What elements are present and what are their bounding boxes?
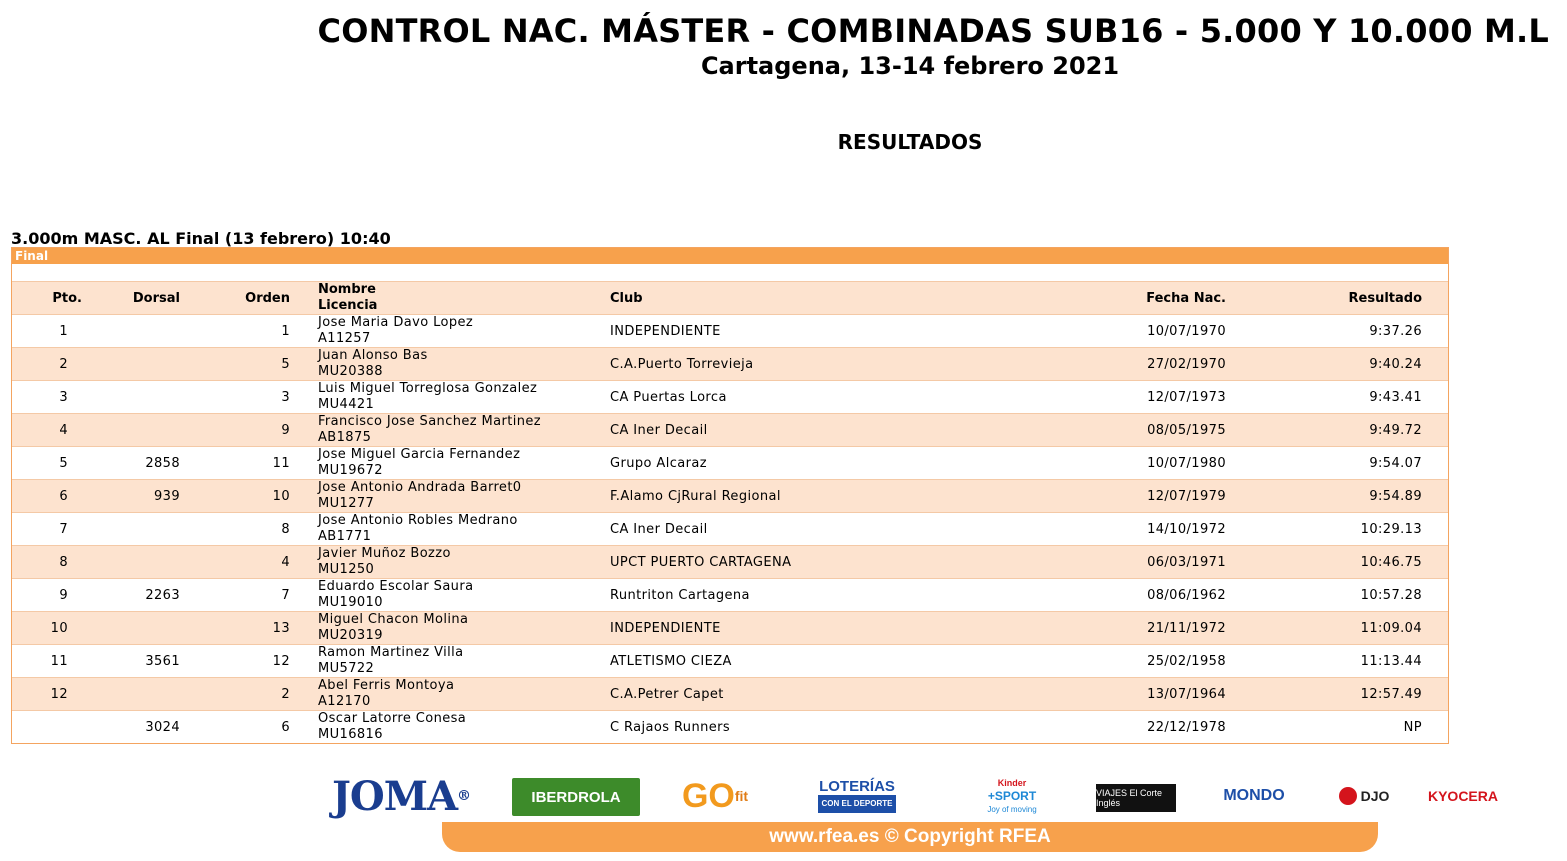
cell-pto: 10 (12, 612, 82, 645)
cell-club: F.Alamo CjRural Regional (596, 480, 1050, 513)
kinder-sport-logo[interactable] (972, 772, 1052, 820)
athlete-name: Jose Maria Davo Lopez (318, 315, 474, 330)
cell-nombre (304, 612, 596, 645)
cell-nombre (304, 447, 596, 480)
cell-resultado: 10:29.13 (1226, 513, 1448, 546)
athlete-name: Abel Ferris Montoya (318, 678, 455, 693)
athlete-license: A12170 (318, 694, 371, 709)
cell-fecha: 10/07/1970 (1050, 315, 1226, 348)
event-title: 3.000m MASC. AL Final (13 febrero) 10:40 (11, 229, 391, 248)
header-club: Club (596, 282, 1050, 315)
header-licencia-label: Licencia (318, 298, 378, 313)
kinder-main: +SPORT (987, 788, 1037, 803)
athlete-name: Juan Alonso Bas (318, 348, 428, 363)
athlete-license: A11257 (318, 331, 371, 346)
athlete-name: Luis Miguel Torreglosa Gonzalez (318, 381, 538, 396)
athlete-name: Oscar Latorre Conesa (318, 711, 467, 726)
cell-pto: 4 (12, 414, 82, 447)
loterias-logo-sub: CON EL DEPORTE (818, 795, 897, 813)
table-body (12, 315, 1448, 744)
cell-club: UPCT PUERTO CARTAGENA (596, 546, 1050, 579)
kinder-top: Kinder (997, 777, 1027, 788)
cell-orden: 6 (190, 711, 304, 744)
cell-nombre (304, 315, 596, 348)
cell-orden: 4 (190, 546, 304, 579)
cell-orden: 3 (190, 381, 304, 414)
cell-resultado: 9:37.26 (1226, 315, 1448, 348)
loterias-logo-text: LOTERÍAS (819, 778, 895, 795)
joma-logo-text: JOMA (331, 772, 458, 820)
athlete-license: MU4421 (318, 397, 375, 412)
athlete-license: AB1875 (318, 430, 372, 445)
cell-fecha: 22/12/1978 (1050, 711, 1226, 744)
cell-orden: 9 (190, 414, 304, 447)
cell-pto: 1 (12, 315, 82, 348)
gofit-logo-text: GO (681, 776, 735, 815)
cell-resultado: 10:57.28 (1226, 579, 1448, 612)
cell-resultado: 12:57.49 (1226, 678, 1448, 711)
cell-orden: 11 (190, 447, 304, 480)
cell-dorsal (82, 612, 190, 645)
athlete-name: Francisco Jose Sanchez Martinez (318, 414, 542, 429)
cell-club: ATLETISMO CIEZA (596, 645, 1050, 678)
cell-resultado: 9:54.89 (1226, 480, 1448, 513)
cell-pto: 2 (12, 348, 82, 381)
joma-logo[interactable] (330, 772, 472, 820)
table-row (12, 546, 1448, 579)
cell-nombre (304, 645, 596, 678)
table-row (12, 711, 1448, 744)
cell-fecha: 27/02/1970 (1050, 348, 1226, 381)
cell-resultado: 11:09.04 (1226, 612, 1448, 645)
cell-orden: 7 (190, 579, 304, 612)
cell-dorsal: 2858 (82, 447, 190, 480)
header-dorsal: Dorsal (82, 282, 190, 315)
athlete-name: Javier Muñoz Bozzo (318, 546, 451, 561)
kyocera-logo[interactable] (1426, 772, 1500, 820)
table-row (12, 414, 1448, 447)
header-nombre (304, 282, 596, 315)
cell-fecha: 13/07/1964 (1050, 678, 1226, 711)
cell-club: INDEPENDIENTE (596, 612, 1050, 645)
cell-resultado: 11:13.44 (1226, 645, 1448, 678)
table-row (12, 315, 1448, 348)
cell-orden: 2 (190, 678, 304, 711)
cell-orden: 12 (190, 645, 304, 678)
cell-dorsal: 939 (82, 480, 190, 513)
page-subtitle: Cartagena, 13-14 febrero 2021 (700, 52, 1120, 80)
mondo-logo-text: MONDO (1223, 787, 1285, 804)
table-row (12, 513, 1448, 546)
cell-fecha: 25/02/1958 (1050, 645, 1226, 678)
cell-club: Runtriton Cartagena (596, 579, 1050, 612)
cell-fecha: 06/03/1971 (1050, 546, 1226, 579)
cell-dorsal: 3561 (82, 645, 190, 678)
cell-nombre (304, 711, 596, 744)
spacer (12, 264, 1448, 281)
cell-dorsal (82, 414, 190, 447)
loterias-logo[interactable] (798, 772, 916, 820)
athlete-license: MU20388 (318, 364, 383, 379)
cell-club: CA Iner Decail (596, 513, 1050, 546)
cell-orden: 10 (190, 480, 304, 513)
cell-orden: 13 (190, 612, 304, 645)
table-row (12, 678, 1448, 711)
cell-resultado: 10:46.75 (1226, 546, 1448, 579)
cell-dorsal (82, 546, 190, 579)
cell-fecha: 12/07/1973 (1050, 381, 1226, 414)
cell-nombre (304, 513, 596, 546)
viajes-logo-text: VIAJES El Corte Inglés (1096, 788, 1163, 808)
cell-club: CA Iner Decail (596, 414, 1050, 447)
results-box (11, 247, 1449, 744)
viajes-eci-logo[interactable] (1096, 784, 1176, 812)
cell-fecha: 08/06/1962 (1050, 579, 1226, 612)
cell-dorsal (82, 678, 190, 711)
djo-logo-text: DJO (1360, 788, 1390, 804)
gofit-logo-sup: fit (734, 788, 749, 804)
cell-resultado: NP (1226, 711, 1448, 744)
athlete-license: MU16816 (318, 727, 383, 742)
athlete-license: AB1771 (318, 529, 372, 544)
cell-pto (12, 711, 82, 744)
joma-reg-mark: ® (457, 788, 471, 804)
cell-nombre (304, 381, 596, 414)
cell-pto: 7 (12, 513, 82, 546)
cell-dorsal (82, 381, 190, 414)
kinder-sub: Joy of moving (987, 804, 1037, 814)
sponsor-strip (330, 772, 1500, 822)
iberdrola-logo-text: IBERDROLA (531, 788, 621, 806)
cell-fecha: 10/07/1980 (1050, 447, 1226, 480)
athlete-name: Jose Antonio Andrada Barret0 (318, 480, 522, 495)
cell-dorsal (82, 513, 190, 546)
table-row (12, 348, 1448, 381)
athlete-license: MU19672 (318, 463, 383, 478)
djo-dot-icon (1339, 787, 1357, 805)
cell-club: Grupo Alcaraz (596, 447, 1050, 480)
cell-pto: 6 (12, 480, 82, 513)
header-fecha: Fecha Nac. (1050, 282, 1226, 315)
djo-logo[interactable] (1330, 772, 1398, 820)
cell-nombre (304, 678, 596, 711)
cell-dorsal (82, 315, 190, 348)
cell-club: C Rajaos Runners (596, 711, 1050, 744)
header-resultado: Resultado (1226, 282, 1448, 315)
cell-orden: 5 (190, 348, 304, 381)
cell-resultado: 9:43.41 (1226, 381, 1448, 414)
cell-dorsal: 2263 (82, 579, 190, 612)
table-header-row (12, 282, 1448, 315)
table-row (12, 381, 1448, 414)
cell-club: C.A.Puerto Torrevieja (596, 348, 1050, 381)
athlete-name: Ramon Martinez Villa (318, 645, 464, 660)
athlete-license: MU19010 (318, 595, 383, 610)
cell-resultado: 9:40.24 (1226, 348, 1448, 381)
table-row (12, 645, 1448, 678)
athlete-name: Jose Antonio Robles Medrano (318, 513, 518, 528)
athlete-license: MU1277 (318, 496, 375, 511)
athlete-name: Eduardo Escolar Saura (318, 579, 474, 594)
header-nombre-label: Nombre (318, 282, 376, 297)
athlete-name: Jose Miguel Garcia Fernandez (318, 447, 521, 462)
cell-dorsal (82, 348, 190, 381)
section-heading: RESULTADOS (837, 130, 983, 154)
cell-nombre (304, 414, 596, 447)
athlete-license: MU1250 (318, 562, 375, 577)
iberdrola-logo[interactable] (512, 778, 640, 816)
cell-orden: 8 (190, 513, 304, 546)
cell-orden: 1 (190, 315, 304, 348)
cell-resultado: 9:54.07 (1226, 447, 1448, 480)
table-row (12, 579, 1448, 612)
table-row (12, 480, 1448, 513)
cell-fecha: 08/05/1975 (1050, 414, 1226, 447)
cell-nombre (304, 579, 596, 612)
round-bar: Final (12, 248, 1448, 264)
cell-dorsal: 3024 (82, 711, 190, 744)
header-pto: Pto. (12, 282, 82, 315)
cell-fecha: 14/10/1972 (1050, 513, 1226, 546)
cell-nombre (304, 480, 596, 513)
cell-pto: 11 (12, 645, 82, 678)
cell-pto: 5 (12, 447, 82, 480)
cell-pto: 12 (12, 678, 82, 711)
header-orden: Orden (190, 282, 304, 315)
cell-fecha: 21/11/1972 (1050, 612, 1226, 645)
athlete-license: MU5722 (318, 661, 375, 676)
cell-nombre (304, 348, 596, 381)
footer-copyright[interactable]: www.rfea.es © Copyright RFEA (442, 822, 1378, 852)
cell-club: INDEPENDIENTE (596, 315, 1050, 348)
gofit-logo[interactable] (680, 772, 750, 820)
cell-pto: 3 (12, 381, 82, 414)
cell-club: CA Puertas Lorca (596, 381, 1050, 414)
cell-nombre (304, 546, 596, 579)
page-title: CONTROL NAC. MÁSTER - COMBINADAS SUB16 - 5.000 Y 10.000 M.L (317, 12, 1549, 50)
table-row (12, 447, 1448, 480)
kyocera-logo-text: KYOCERA (1427, 788, 1498, 804)
cell-pto: 9 (12, 579, 82, 612)
cell-pto: 8 (12, 546, 82, 579)
athlete-license: MU20319 (318, 628, 383, 643)
cell-club: C.A.Petrer Capet (596, 678, 1050, 711)
cell-fecha: 12/07/1979 (1050, 480, 1226, 513)
results-table (12, 281, 1448, 743)
table-row (12, 612, 1448, 645)
mondo-logo[interactable] (1212, 772, 1296, 820)
cell-resultado: 9:49.72 (1226, 414, 1448, 447)
athlete-name: Miguel Chacon Molina (318, 612, 469, 627)
